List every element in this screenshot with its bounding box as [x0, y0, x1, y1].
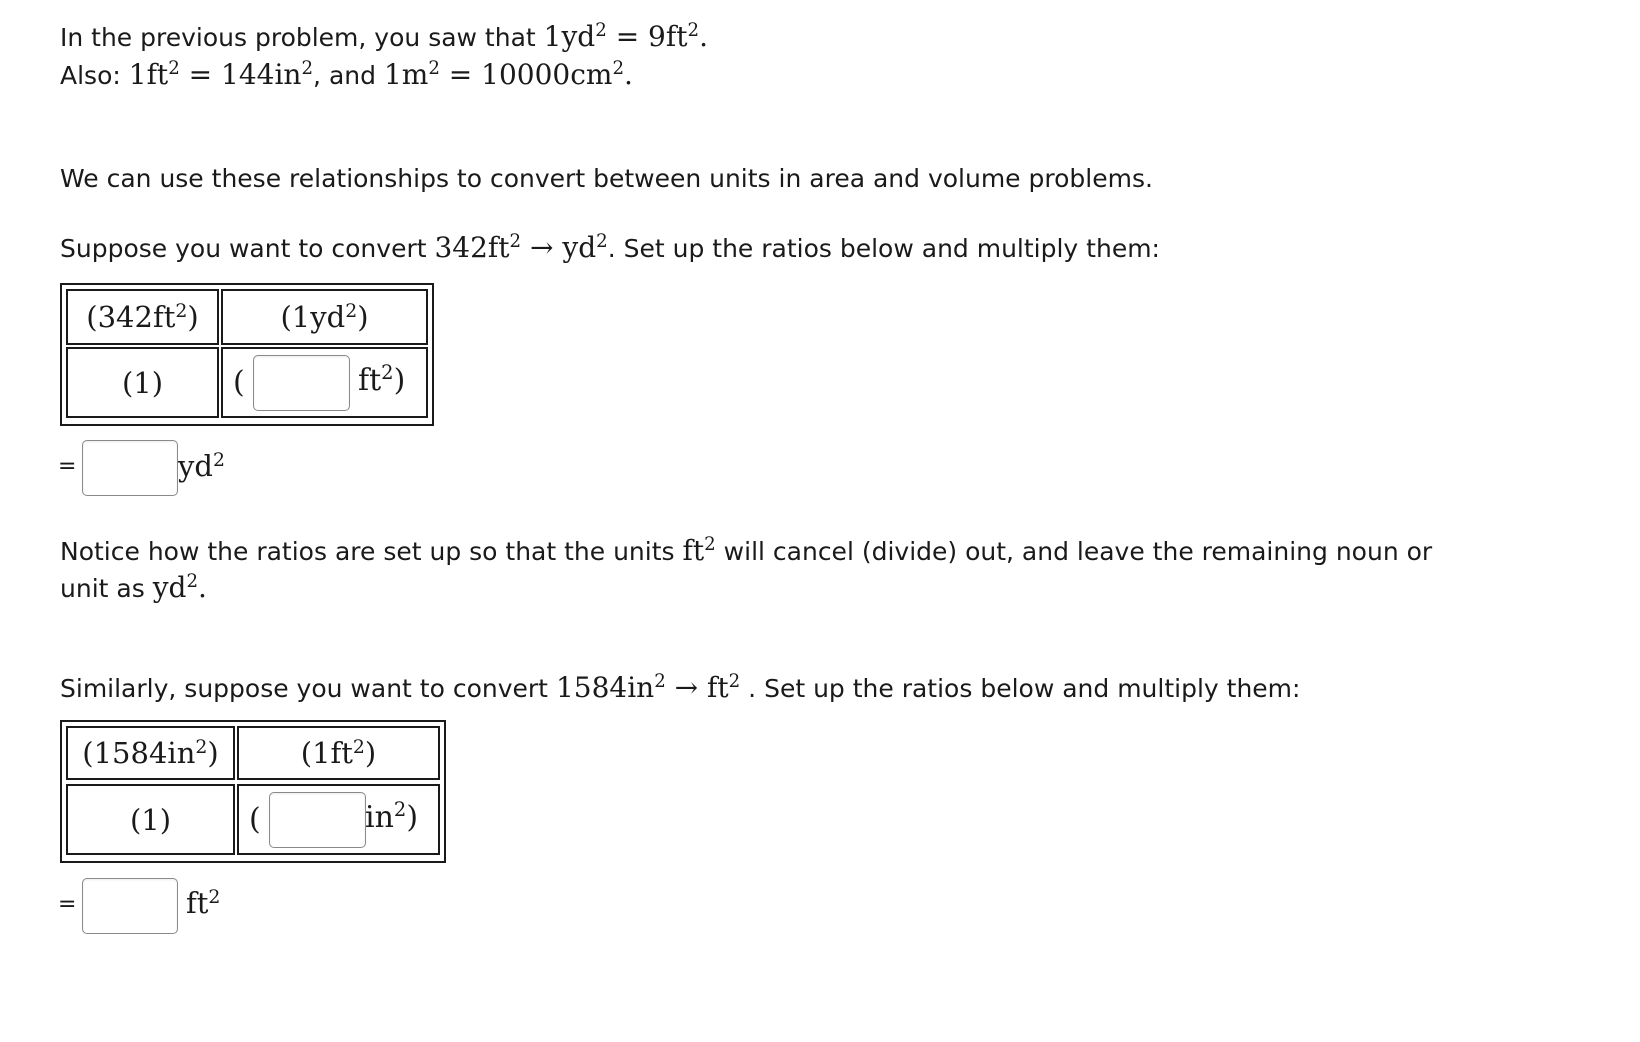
problem1-denominator-unit: $ft^2$): [358, 361, 406, 398]
notice-line-1-end: will cancel (divide) out, and leave the remaining noun or: [723, 537, 1433, 566]
problem2-prompt-text: Similarly, suppose you want to convert: [60, 674, 548, 703]
problem2-ratio-table: [60, 720, 446, 863]
intro-line-2: [60, 58, 633, 91]
problem1-answer-input[interactable]: [82, 440, 178, 496]
notice-line-1-math: $ft^2$: [682, 534, 716, 567]
notice-line-1: [60, 534, 1432, 567]
problem2-ratio1-numerator: $(1584in^2)$: [66, 726, 235, 780]
problem1-prompt-end: . Set up the ratios below and multiply them:: [607, 234, 1160, 263]
problem2-prompt-end: . Set up the ratios below and multiply them:: [740, 674, 1301, 703]
problem1-answer-unit: $yd^2$: [178, 449, 225, 483]
problem2-ratio2-denominator: [237, 784, 440, 855]
problem2-answer-unit: $ft^2$: [186, 886, 221, 920]
intro-line-2-math-2: $1m^2 = 10000cm^2$.: [383, 58, 633, 91]
problem2-ratio2-numerator: $(1ft^2)$: [237, 726, 440, 780]
intro-line-1-text: In the previous problem, you saw that: [60, 23, 536, 52]
intro-line-2-math-1: $1ft^2 = 144in^2$: [128, 58, 314, 91]
problem2-ratio1-denominator: (1): [66, 784, 235, 855]
intro-line-1: [60, 20, 708, 53]
problem1-ratio2-denominator: [221, 347, 428, 418]
problem2-prompt-math: $1584in^2 \to ft^2$: [555, 671, 741, 704]
notice-line-2-math: $yd^2$.: [152, 571, 207, 604]
problem1-ratio1-denominator: (1): [66, 347, 219, 418]
notice-line-2-start: unit as: [60, 574, 145, 603]
problem1-prompt-math: $342ft^2 \to yd^2$: [434, 231, 608, 264]
relationships-text: We can use these relationships to convert between units in area and volume problems.: [60, 164, 1153, 193]
problem1-denominator-input[interactable]: [253, 355, 350, 411]
intro-line-1-math: $1yd^2 = 9ft^2$.: [543, 20, 708, 53]
intro-line-2-mid: , and: [313, 61, 376, 90]
problem2-denominator-unit: $in^2$): [365, 798, 419, 835]
problem1-equals: =: [58, 454, 77, 479]
problem2-answer-input[interactable]: [82, 878, 178, 934]
problem1-ratio-table: [60, 283, 434, 426]
problem1-ratio1-numerator: $(342ft^2)$: [66, 289, 219, 345]
intro-line-2-text: Also:: [60, 61, 121, 90]
problem1-prompt-text: Suppose you want to convert: [60, 234, 427, 263]
problem2-open-paren: (: [249, 802, 261, 837]
problem2-prompt: [60, 671, 1300, 704]
notice-line-1-start: Notice how the ratios are set up so that the units: [60, 537, 675, 566]
problem2-denominator-input[interactable]: [269, 792, 366, 848]
problem1-ratio2-numerator: $(1yd^2)$: [221, 289, 428, 345]
notice-line-2: [60, 571, 207, 604]
problem1-prompt: [60, 231, 1160, 264]
problem1-open-paren: (: [233, 365, 245, 400]
problem2-equals: =: [58, 892, 77, 917]
